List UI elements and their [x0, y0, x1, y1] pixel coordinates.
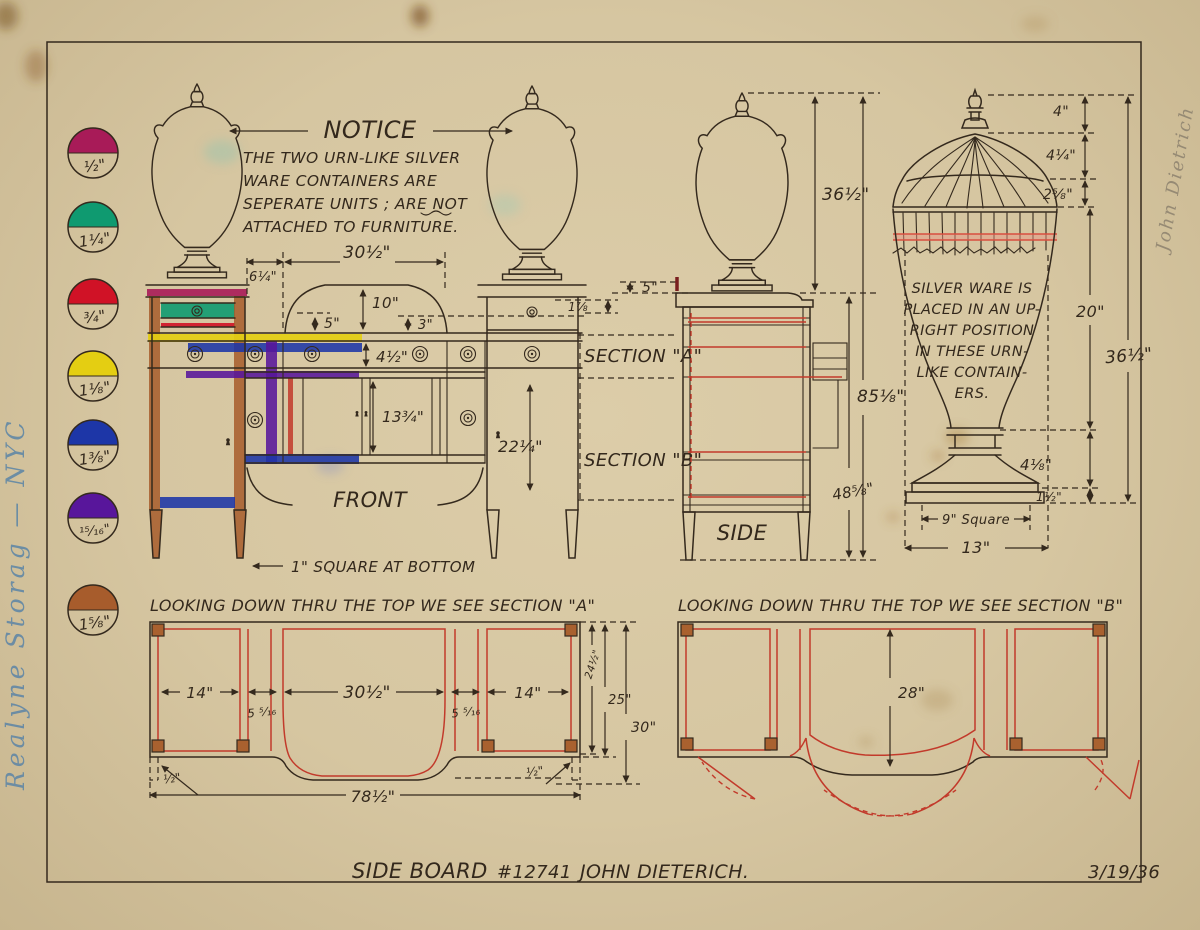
dim-label: 1⅞: [568, 300, 589, 314]
color-swatch: [68, 351, 118, 401]
notice-line: WARE CONTAINERS ARE: [243, 172, 438, 190]
title-date: 3/19/36: [1088, 862, 1161, 883]
dim-label: 4": [1053, 104, 1070, 120]
color-swatch: [68, 279, 118, 329]
section-b-label: SECTION "B": [584, 450, 703, 471]
dim-label: 85⅛": [857, 387, 905, 407]
dim-label: 20": [1076, 302, 1105, 321]
dim-label: 25": [608, 693, 632, 708]
urn-left: [152, 84, 242, 278]
notice-block: [230, 116, 512, 236]
side-elevation: [676, 93, 905, 560]
plan-a-heading: LOOKING DOWN THRU THE TOP WE SEE SECTION "A": [150, 596, 596, 615]
dim-label: 4⅛": [1020, 456, 1053, 474]
top-right-margin-note: John Dietrich: [1152, 104, 1199, 253]
dim-label: 13": [961, 538, 991, 557]
dim-label: ½": [162, 770, 182, 787]
title-block: [352, 859, 1160, 883]
swatch-label: ¹⁵⁄₁₆": [78, 521, 112, 541]
title-artist: JOHN DIETERICH.: [580, 861, 750, 883]
dim-label: 30½": [343, 683, 391, 703]
plan-section-b: [678, 596, 1139, 816]
dim-label: 3": [418, 318, 434, 333]
dim-label: 4½": [376, 348, 409, 366]
front-bottom-note: 1" SQUARE AT BOTTOM: [291, 558, 476, 576]
color-swatch: [68, 493, 118, 543]
dim-label: 30½": [343, 243, 391, 263]
dim-label: 9" Square: [941, 513, 1011, 528]
urn-text-line: RIGHT POSITION: [909, 323, 1035, 339]
color-swatch: [68, 202, 118, 252]
dim-label: 13¾": [382, 408, 425, 426]
left-margin-note: Realyne Storag — NYC: [1, 417, 30, 790]
dim-label: 28": [898, 684, 926, 702]
dim-label: 5 ⁵⁄₁₆: [246, 703, 278, 721]
notice-line: ATTACHED TO FURNITURE.: [243, 218, 459, 236]
dim-label: 5": [324, 316, 341, 332]
dim-label: 22¼": [498, 437, 543, 456]
dim-label: 36½": [1104, 344, 1154, 369]
notice-line: SEPERATE UNITS ; ARE NOT: [243, 195, 468, 213]
title-item: SIDE BOARD: [352, 859, 488, 883]
dim-label: ½": [525, 763, 545, 780]
dim-label: 14": [186, 684, 214, 702]
swatch-label: 1⅛": [77, 377, 112, 401]
dim-label: 1½": [1036, 490, 1062, 504]
swatch-label: 1¼": [77, 228, 112, 252]
urn-text-line: LIKE CONTAIN-: [916, 365, 1028, 381]
urn-text-line: IN THESE URN-: [915, 344, 1029, 360]
dim-label: 36½": [822, 185, 870, 205]
dim-label: 10": [372, 294, 400, 312]
urn-side: [696, 93, 788, 291]
color-swatch: [68, 420, 118, 470]
dim-label: 48⅝": [830, 479, 876, 505]
dim-label: 14": [514, 684, 542, 702]
dim-label: 78½": [350, 787, 396, 806]
swatch-label: 1⅜": [77, 446, 112, 470]
dim-label: 24½": [582, 648, 604, 681]
urn-text-line: ERS.: [954, 386, 990, 402]
dim-label: 6¼": [248, 270, 278, 285]
color-swatch-column: [68, 128, 118, 635]
plan-section-a: [150, 596, 656, 806]
color-swatch: [68, 585, 118, 635]
notice-title: NOTICE: [323, 116, 417, 144]
notice-line: THE TWO URN-LIKE SILVER: [243, 149, 461, 167]
dim-label: 5 ⁵⁄₁₆: [450, 703, 482, 721]
plan-b-heading: LOOKING DOWN THRU THE TOP WE SEE SECTION "B": [678, 596, 1124, 615]
swatch-label: 1⅝": [77, 611, 112, 635]
swatch-label: ¾": [82, 306, 108, 328]
front-label: FRONT: [333, 488, 407, 512]
section-a-label: SECTION "A": [584, 346, 703, 367]
urn-center: [487, 86, 577, 280]
dim-label: 5": [642, 280, 659, 296]
swatch-label: ½": [82, 155, 108, 177]
urn-text-line: PLACED IN AN UP-: [903, 302, 1041, 318]
dim-label: 2⅝": [1043, 187, 1074, 203]
dim-label: 4¼": [1046, 148, 1077, 164]
title-number: #12741: [497, 862, 572, 883]
urn-detail: [893, 90, 1153, 557]
dim-label: 30": [631, 720, 657, 736]
side-label: SIDE: [716, 521, 768, 545]
urn-text-line: SILVER WARE IS: [911, 281, 1033, 297]
color-swatch: [68, 128, 118, 178]
